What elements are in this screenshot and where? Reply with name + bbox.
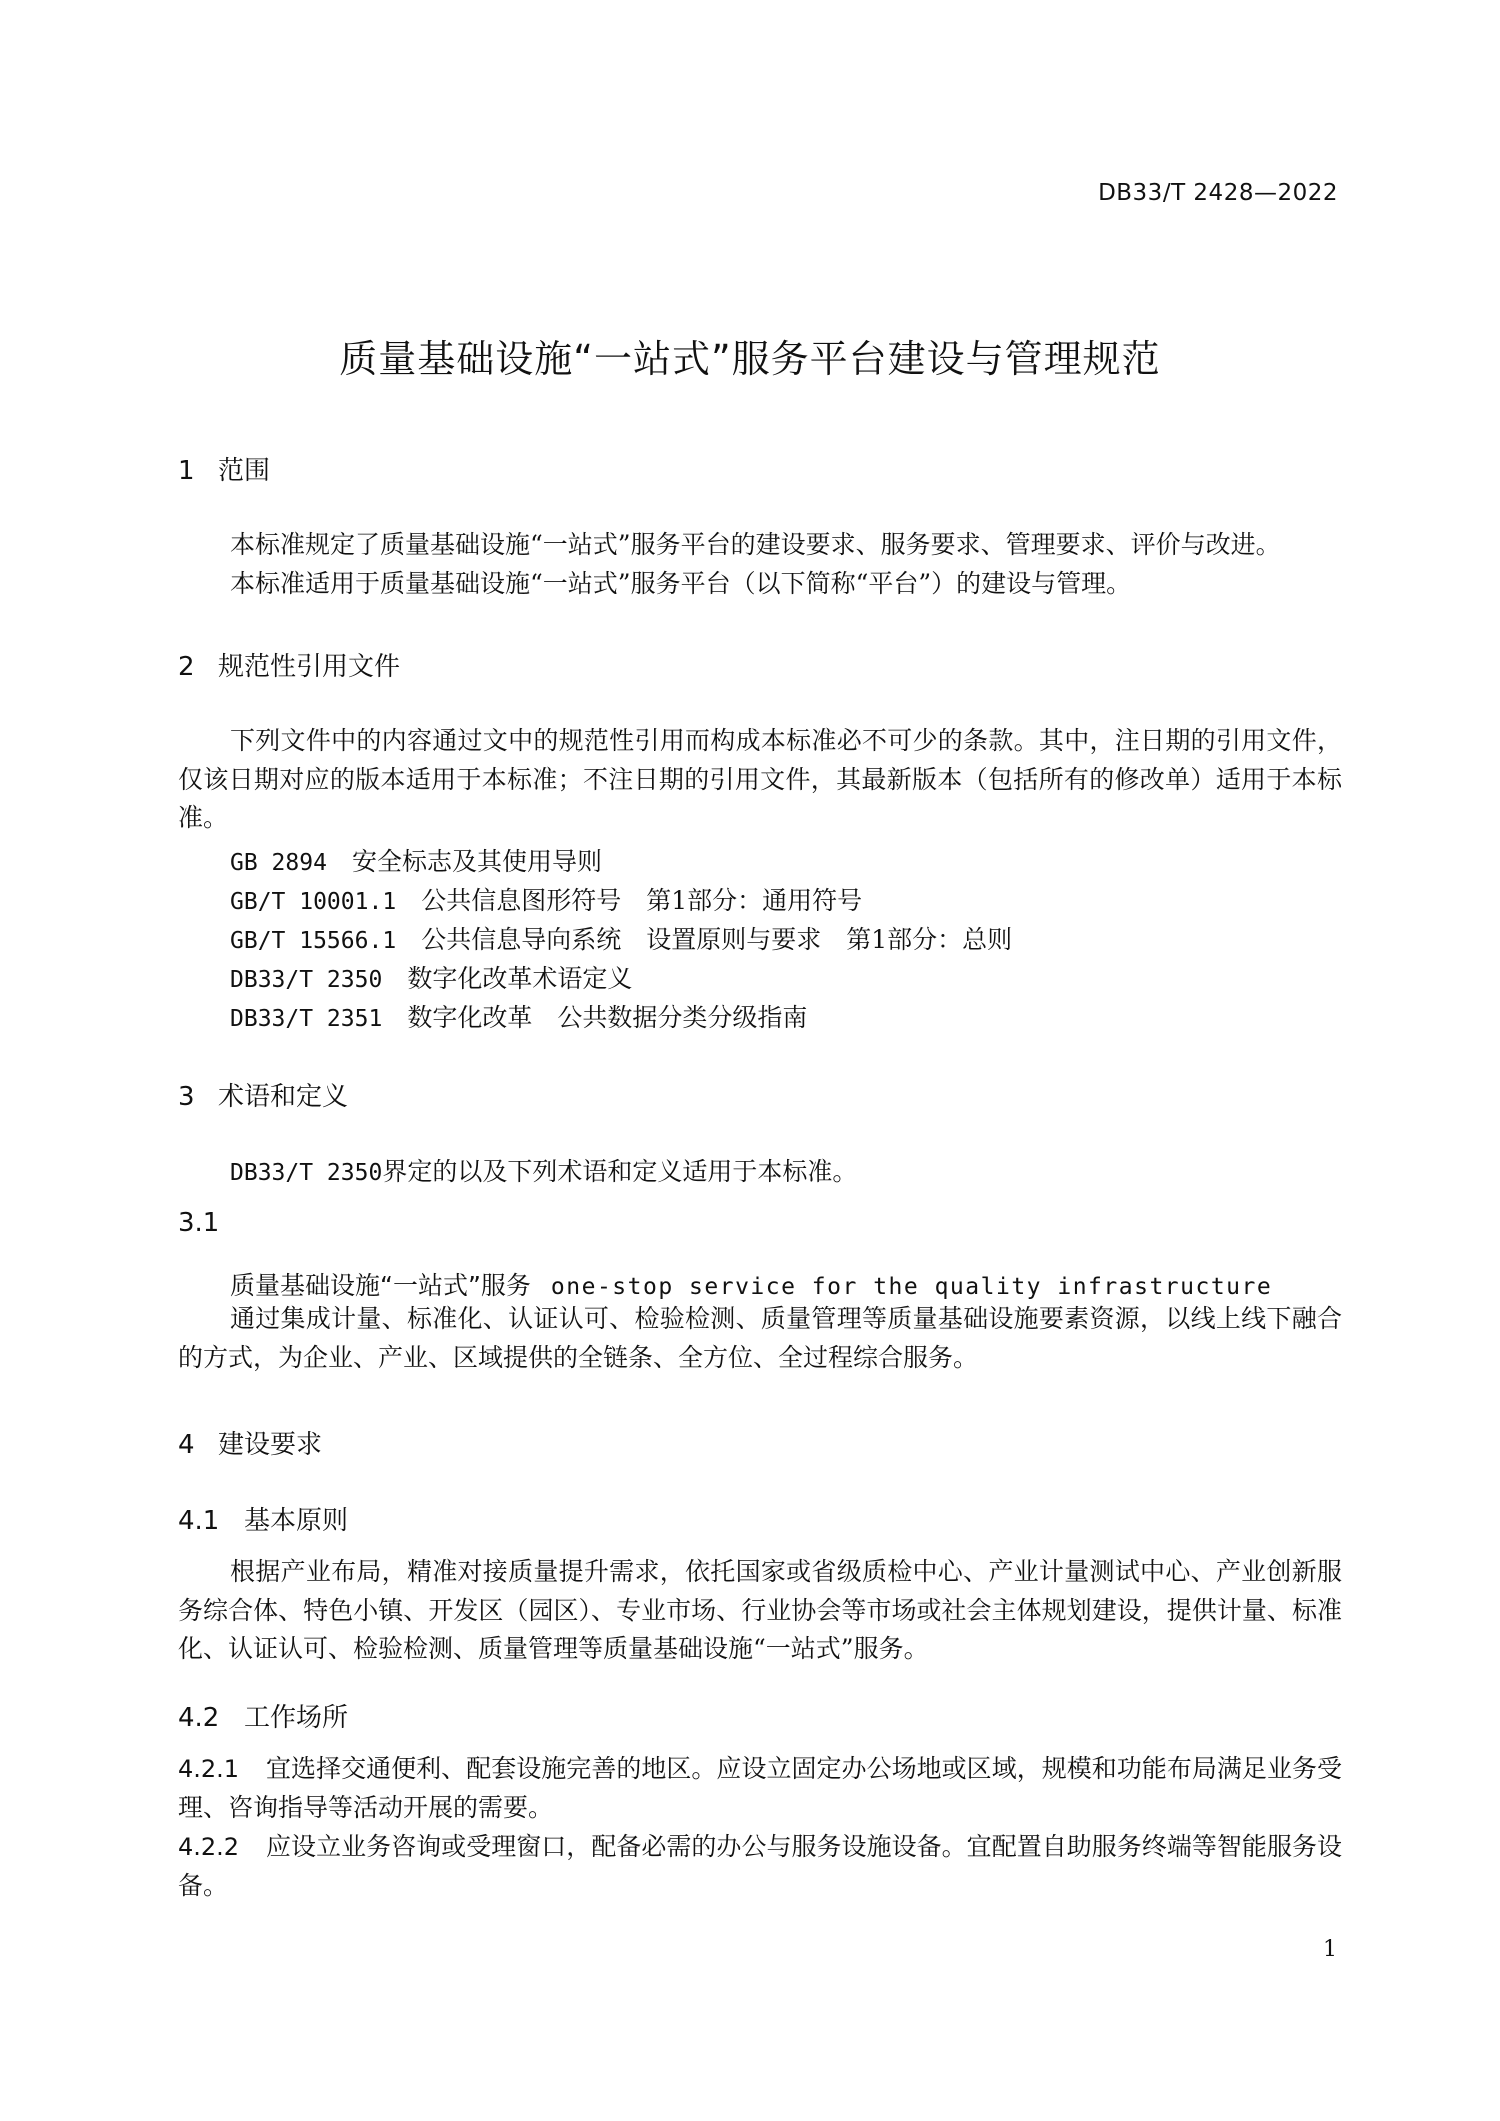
section-number: 4 — [178, 1430, 195, 1460]
section-2-intro: 下列文件中的内容通过文中的规范性引用而构成本标准必不可少的条款。其中，注日期的引用文件，仅该日期对应的版本适用于本标准；不注日期的引用文件，其最新版本（包括所有的修改单）适用于本标准。 — [178, 726, 1342, 832]
section-1-paragraph-1: 本标准规定了质量基础设施“一站式”服务平台的建设要求、服务要求、管理要求、评价与改进。 — [230, 530, 1281, 559]
reference-item — [230, 842, 602, 878]
subsection-number: 4.2 — [178, 1703, 220, 1733]
reference-item — [230, 959, 632, 995]
clause-number: 4.2.1 — [178, 1755, 240, 1783]
subsection-4-1-heading — [178, 1500, 348, 1537]
section-number: 1 — [178, 456, 195, 486]
clause-4-2-1 — [178, 1750, 1342, 1827]
clause-number: 4.2.2 — [178, 1833, 240, 1861]
reference-code: GB/T 15566.1 — [230, 928, 397, 954]
reference-code: GB/T 10001.1 — [230, 889, 397, 915]
reference-item — [230, 998, 807, 1034]
section-title: 规范性引用文件 — [218, 652, 401, 682]
section-3-heading — [178, 1076, 348, 1113]
reference-item — [230, 881, 862, 917]
reference-title: 公共信息图形符号 第1部分：通用符号 — [421, 886, 863, 915]
section-title: 术语和定义 — [218, 1082, 349, 1112]
subsection-title: 基本原则 — [244, 1506, 349, 1536]
term-entry — [230, 1266, 1272, 1302]
clause-4-2-2 — [178, 1828, 1342, 1905]
subsection-4-1-paragraph: 根据产业布局，精准对接质量提升需求，依托国家或省级质检中心、产业计量测试中心、产业创新服务综合体、特色小镇、开发区（园区）、专业市场、行业协会等市场或社会主体规划建设，提供计量、标准化、认证认可、检验检测、质量管理等质量基础设施“一站式”服务。 — [178, 1557, 1342, 1663]
term-english: one-stop service for the quality infrastructure — [550, 1274, 1273, 1300]
reference-title: 数字化改革 公共数据分类分级指南 — [407, 1003, 808, 1032]
subsection-title: 工作场所 — [244, 1703, 349, 1733]
section-2-heading — [178, 646, 400, 683]
section-4-heading — [178, 1424, 322, 1461]
reference-title: 公共信息导向系统 设置原则与要求 第1部分：总则 — [421, 925, 1013, 954]
reference-code: DB33/T 2350 — [230, 1160, 383, 1186]
section-title: 范围 — [218, 456, 271, 486]
section-number: 3 — [178, 1082, 195, 1112]
reference-title: 数字化改革术语定义 — [407, 964, 633, 993]
reference-title: 安全标志及其使用导则 — [351, 847, 602, 876]
term-number: 3.1 — [178, 1208, 220, 1238]
reference-code: GB 2894 — [230, 850, 327, 876]
intro-text: 界定的以及下列术语和定义适用于本标准。 — [382, 1157, 858, 1186]
subsection-4-2-heading — [178, 1697, 348, 1734]
section-1-heading — [178, 450, 270, 487]
section-1-paragraph-2: 本标准适用于质量基础设施“一站式”服务平台（以下简称“平台”）的建设与管理。 — [230, 569, 1132, 598]
clause-text: 应设立业务咨询或受理窗口，配备必需的办公与服务设施设备。宜配置自助服务终端等智能服务设备。 — [178, 1832, 1342, 1900]
reference-item — [230, 920, 1012, 956]
document-title: 质量基础设施“一站式”服务平台建设与管理规范 — [339, 337, 1161, 381]
section-number: 2 — [178, 652, 195, 682]
page-number: 1 — [1323, 1937, 1337, 1962]
reference-code: DB33/T 2350 — [230, 967, 383, 993]
subsection-number: 4.1 — [178, 1506, 220, 1536]
section-title: 建设要求 — [218, 1430, 323, 1460]
term-definition: 通过集成计量、标准化、认证认可、检验检测、质量管理等质量基础设施要素资源，以线上线下融合的方式，为企业、产业、区域提供的全链条、全方位、全过程综合服务。 — [178, 1304, 1342, 1372]
term-chinese: 质量基础设施“一站式”服务 — [230, 1271, 531, 1300]
section-3-intro — [230, 1152, 857, 1188]
reference-code: DB33/T 2351 — [230, 1006, 383, 1032]
clause-text: 宜选择交通便利、配套设施完善的地区。应设立固定办公场地或区域，规模和功能布局满足业务受理、咨询指导等活动开展的需要。 — [178, 1754, 1342, 1822]
standard-code: DB33/T 2428—2022 — [1098, 180, 1338, 206]
